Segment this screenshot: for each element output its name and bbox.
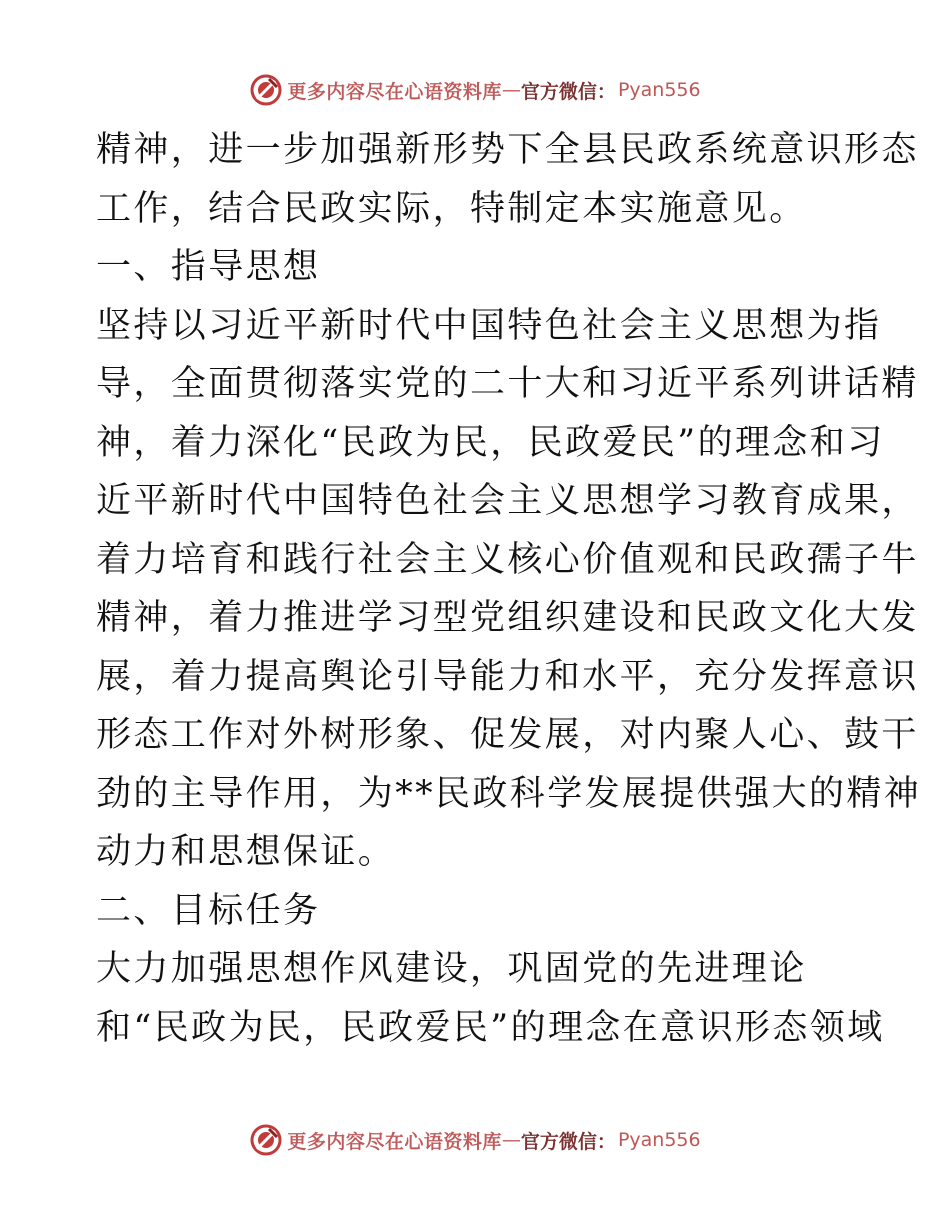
banner-main-text: 更多内容尽在心语资料库 [287,1130,502,1153]
body-line: 动力和思想保证。 [96,832,396,872]
seal-logo-icon [249,73,283,107]
banner-dash: — [501,79,521,101]
body-line: 坚持以习近平新时代中国特色社会主义思想为指 [96,305,882,346]
banner-main-text: 更多内容尽在心语资料库 [287,80,502,103]
body-line: 神，着力深化“民政为民，民政爱民”的理念和习 [96,422,885,463]
body-line: 精神，着力推进学习型党组织建设和民政文化大发 [96,598,919,638]
seal-logo-icon [249,1123,283,1157]
banner-wechat-id: Pyan556 [617,79,701,101]
document-body [96,121,922,1057]
banner-wechat-label: 官方微信： [520,80,616,103]
body-line: 精神，进一步加强新形势下全县民政系统意识形态 [96,130,919,170]
body-line: 着力培育和践行社会主义核心价值观和民政孺子牛 [96,539,919,580]
body-line: 和“民政为民，民政爱民”的理念在意识形态领域 [96,1007,885,1048]
body-line: 大力加强思想作风建设，巩固党的先进理论 [96,949,807,989]
body-line: 工作，结合民政实际，特制定本实施意见。 [96,188,807,229]
body-line: 劲的主导作用，为**民政科学发展提供强大的精神 [96,773,922,814]
body-line: 近平新时代中国特色社会主义思想学习教育成果， [96,481,919,521]
body-line: 导，全面贯彻落实党的二十大和习近平系列讲话精 [96,364,919,404]
header-banner [0,70,950,110]
section-heading-objectives: 二、目标任务 [96,890,321,931]
body-line: 形态工作对外树形象、促发展，对内聚人心、鼓干 [96,715,919,755]
banner-dash: — [501,1129,521,1151]
banner-wechat-label: 官方微信： [520,1130,616,1153]
footer-banner [0,1120,950,1160]
section-heading-guiding-thought: 一、指导思想 [96,247,321,287]
body-line: 展，着力提高舆论引导能力和水平，充分发挥意识 [96,656,919,697]
banner-wechat-id: Pyan556 [617,1129,701,1151]
